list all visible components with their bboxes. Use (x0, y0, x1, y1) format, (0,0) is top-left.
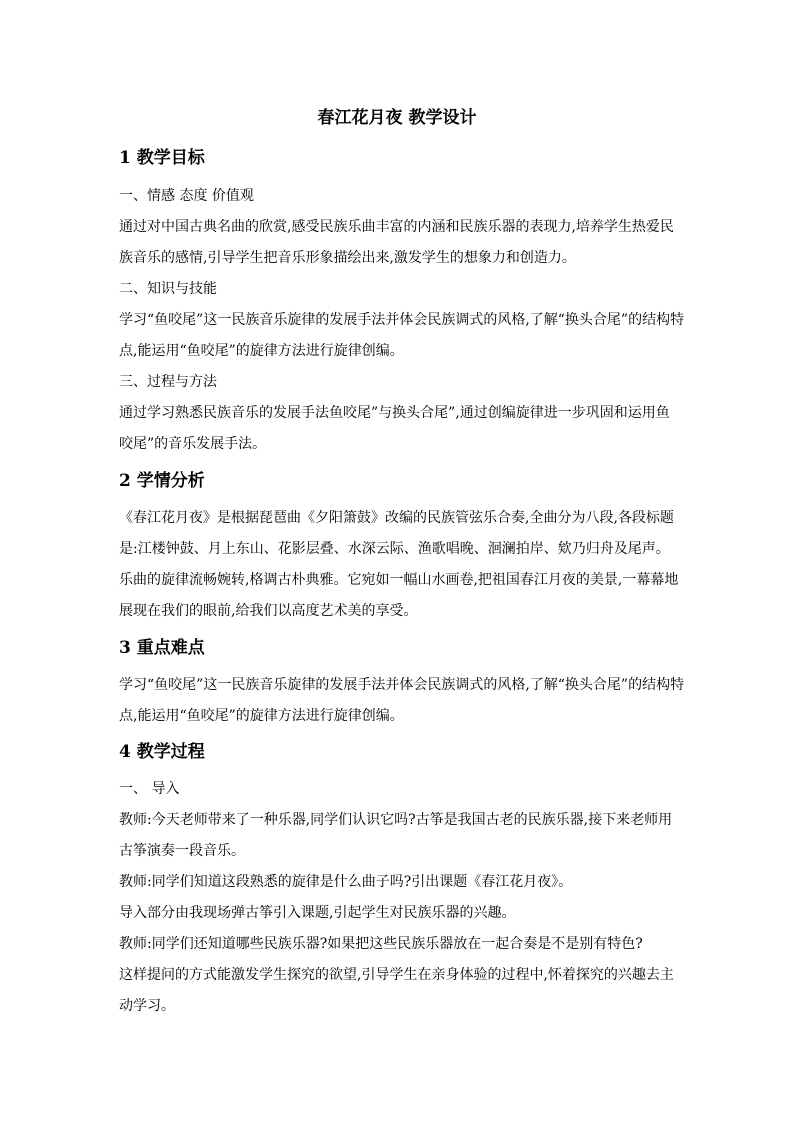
paragraph-line: 咬尾”的音乐发展手法。 (119, 436, 267, 452)
paragraph-line: 学习“鱼咬尾”这一民族音乐旋律的发展手法并体会民族调式的风格,了解“换头合尾”的结构特 (119, 677, 685, 693)
paragraph-line: 教师:今天老师带来了一种乐器,同学们认识它吗?古筝是我国古老的民族乐器,接下来老师用 (119, 812, 673, 828)
paragraph-line: 动学习。 (119, 998, 175, 1014)
paragraph-line: 点,能运用“鱼咬尾”的旋律方法进行旋律创编。 (119, 343, 404, 359)
paragraph-line: 二、知识与技能 (119, 281, 217, 297)
paragraph-line: 导入部分由我现场弹古筝引入课题,引起学生对民族乐器的兴趣。 (119, 905, 516, 921)
paragraph-line: 展现在我们的眼前,给我们以高度艺术美的享受。 (119, 603, 418, 619)
paragraph-line: 教师:同学们还知道哪些民族乐器?如果把这些民族乐器放在一起合奏是不是别有特色? (119, 936, 643, 952)
section-heading-objectives: 1 教学目标 (119, 148, 205, 168)
section-heading-process: 4 教学过程 (119, 742, 205, 762)
paragraph-line: 通过对中国古典名曲的欣赏,感受民族乐曲丰富的内涵和民族乐器的表现力,培养学生热爱民 (119, 219, 674, 235)
paragraph-line: 三、过程与方法 (119, 374, 217, 390)
paragraph-line: 是:江楼钟鼓、月上东山、花影层叠、水深云际、渔歌唱晚、洄澜拍岸、欸乃归舟及尾声。 (119, 541, 670, 557)
paragraph-line: 点,能运用“鱼咬尾”的旋律方法进行旋律创编。 (119, 708, 404, 724)
paragraph-line: 乐曲的旋律流畅婉转,格调古朴典雅。它宛如一幅山水画卷,把祖国春江月夜的美景,一幕幕地 (119, 572, 679, 588)
paragraph-line: 教师:同学们知道这段熟悉的旋律是什么曲子吗?引出课题《春江花月夜》。 (119, 874, 573, 890)
paragraph-line: 古筝演奏一段音乐。 (119, 843, 245, 859)
document-title: 春江花月夜 教学设计 (317, 108, 477, 128)
paragraph-line: 一、情感 态度 价值观 (119, 188, 254, 204)
paragraph-line: 《春江花月夜》是根据琵琶曲《夕阳箫鼓》改编的民族管弦乐合奏,全曲分为八段,各段标题 (119, 510, 674, 526)
paragraph-line: 通过学习熟悉民族音乐的发展手法鱼咬尾”与换头合尾”,通过创编旋律进一步巩固和运用鱼 (119, 405, 670, 421)
section-heading-analysis: 2 学情分析 (119, 471, 205, 491)
paragraph-line: 这样提问的方式能激发学生探究的欲望,引导学生在亲身体验的过程中,怀着探究的兴趣去主 (119, 967, 674, 983)
paragraph-line: 一、 导入 (119, 781, 180, 797)
paragraph-line: 族音乐的感情,引导学生把音乐形象描绘出来,激发学生的想象力和创造力。 (119, 250, 576, 266)
paragraph-line: 学习“鱼咬尾”这一民族音乐旋律的发展手法并体会民族调式的风格,了解“换头合尾”的结构特 (119, 312, 685, 328)
section-heading-key-points: 3 重点难点 (119, 638, 205, 658)
